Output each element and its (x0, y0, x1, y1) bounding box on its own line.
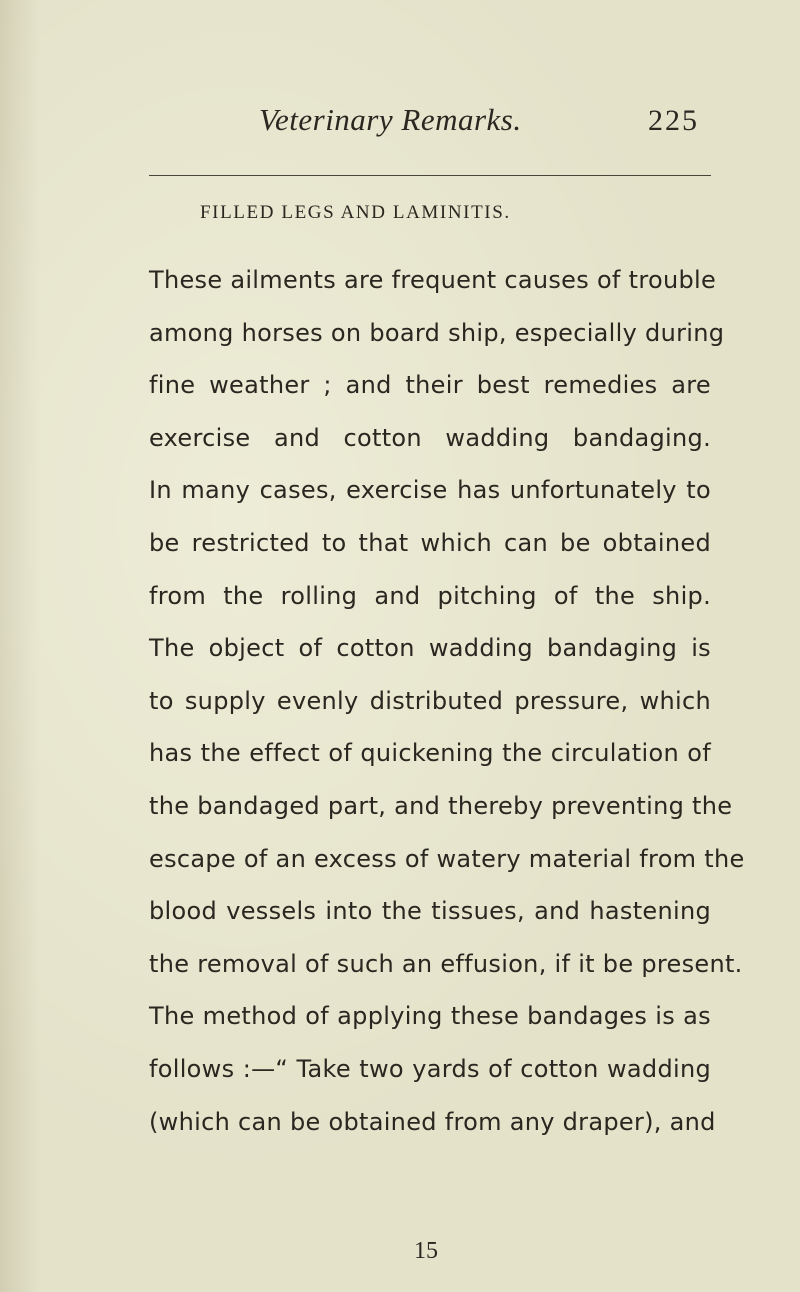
text-line: fine weather ; and their best remedies are (149, 371, 711, 400)
header-rule (149, 175, 711, 176)
section-heading: FILLED LEGS AND LAMINITIS. (200, 202, 511, 223)
text-line: exercise and cotton wadding bandaging. (149, 423, 711, 452)
text-line: among horses on board ship, especially during (149, 318, 725, 347)
text-line: blood vessels into the tissues, and hastening (149, 897, 711, 926)
running-title: Veterinary Remarks. (259, 102, 522, 137)
text-line: follows :—“ Take two yards of cotton wadding (149, 1054, 711, 1083)
text-line: the removal of such an effusion, if it be present. (149, 949, 743, 978)
text-line: These ailments are frequent causes of trouble (149, 266, 717, 294)
page-number: 225 (648, 104, 699, 137)
text-line: be restricted to that which can be obtained (149, 528, 711, 557)
text-line: to supply evenly distributed pressure, which (149, 686, 711, 715)
text-line: has the effect of quickening the circulation of (149, 739, 711, 768)
text-line: escape of an excess of watery material from the (149, 844, 745, 873)
text-line: In many cases, exercise has unfortunately to (149, 476, 711, 505)
signature-mark: 15 (414, 1238, 438, 1264)
text-line: (which can be obtained from any draper), and (149, 1107, 716, 1136)
text-line: The object of cotton wadding bandaging is (149, 634, 711, 663)
text-line: from the rolling and pitching of the ship. (149, 581, 711, 610)
text-line: The method of applying these bandages is as (149, 1002, 711, 1031)
text-line: the bandaged part, and thereby preventing the (149, 791, 733, 820)
running-head (0, 102, 800, 152)
body-text (149, 254, 745, 1148)
